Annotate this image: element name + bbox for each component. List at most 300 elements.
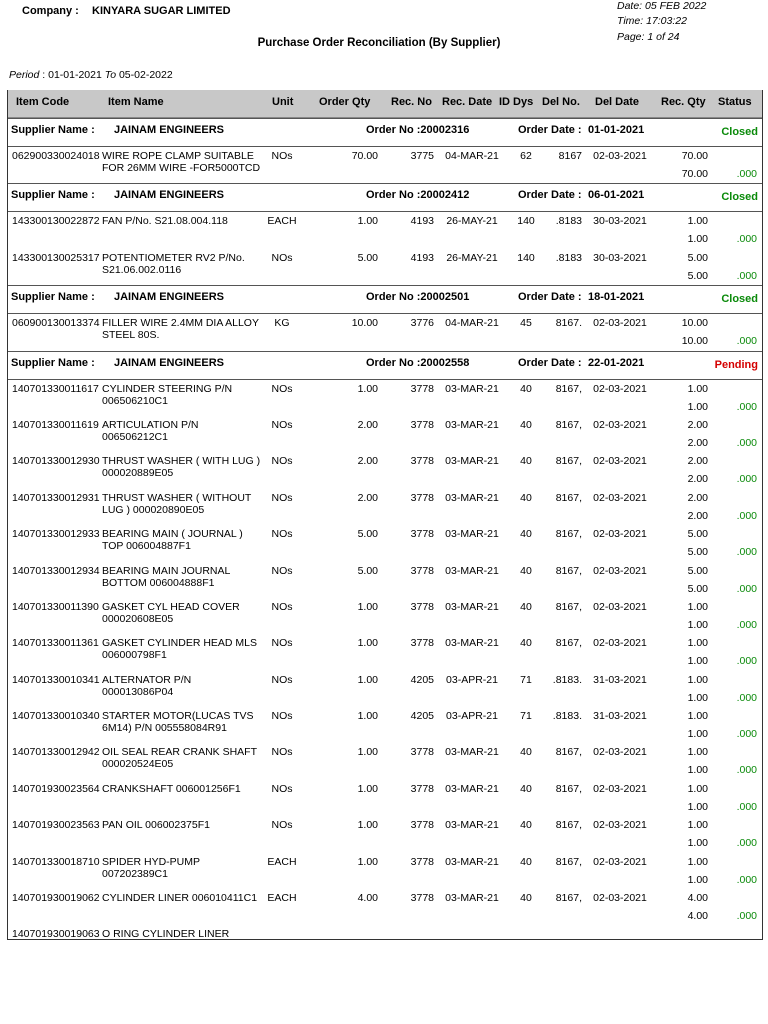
item-name: CRANKSHAFT 006001256F1 — [102, 782, 241, 795]
del-date: 02-03-2021 — [593, 491, 647, 504]
id-days: 40 — [520, 418, 532, 431]
order-qty: 10.00 — [351, 317, 378, 330]
item-name: WIRE ROPE CLAMP SUITABLE FOR 26MM WIRE -FOR5000TCD — [102, 150, 261, 174]
rec-date: 26-MAY-21 — [446, 251, 498, 264]
table-row — [8, 147, 762, 183]
supplier-order-header — [8, 285, 762, 314]
rec-date: 03-APR-21 — [446, 710, 498, 723]
del-no: 8167, — [555, 892, 582, 905]
item-code: 140701330012933 — [12, 528, 100, 541]
rec-qty: 1.00 — [687, 637, 708, 650]
item-name: CYLINDER STEERING P/N 006506210C1 — [102, 382, 233, 407]
unit: NOs — [271, 710, 293, 723]
rec-date: 03-MAR-21 — [445, 600, 499, 613]
order-qty: 5.00 — [357, 251, 378, 264]
unit: NOs — [271, 382, 293, 395]
del-no: 8167. — [555, 317, 582, 330]
unit: NOs — [271, 491, 293, 504]
item-name: O RING CYLINDER LINER — [102, 928, 230, 941]
del-no: 8167, — [555, 637, 582, 650]
table-row — [8, 853, 762, 889]
order-qty: 1.00 — [357, 855, 378, 868]
rec-qty: 10.00 — [681, 317, 708, 330]
total-rec-qty: 5.00 — [687, 546, 708, 559]
rec-qty: 1.00 — [687, 855, 708, 868]
item-code: 143300130025317 — [12, 251, 100, 264]
rec-date: 03-MAR-21 — [445, 382, 499, 395]
table-row — [8, 780, 762, 816]
col-rec-date: Rec. Date — [442, 96, 493, 108]
supplier-order-header — [8, 351, 762, 380]
total-rec-qty: 1.00 — [687, 800, 708, 813]
order-status-badge: Closed — [721, 126, 758, 138]
col-del-no: Del No. — [542, 96, 580, 108]
col-order-qty: Order Qty — [319, 96, 371, 108]
supplier-order-header — [8, 118, 762, 147]
total-rec-qty: 1.00 — [687, 618, 708, 631]
table-row — [8, 562, 762, 598]
table-row — [8, 889, 762, 925]
company-name: KINYARA SUGAR LIMITED — [92, 5, 231, 17]
total-rec-qty: 2.00 — [687, 436, 708, 449]
rec-qty: 1.00 — [687, 782, 708, 795]
table-row — [8, 707, 762, 743]
order-date-label: Order Date : — [518, 124, 582, 136]
order-qty: 4.00 — [357, 892, 378, 905]
order-status-badge: Closed — [721, 293, 758, 306]
item-code: 143300130022872 — [12, 215, 100, 228]
del-date: 02-03-2021 — [593, 418, 647, 431]
order-status-badge: Pending — [714, 358, 758, 371]
del-no: .8183. — [552, 673, 582, 686]
balance-qty: .000 — [736, 546, 757, 559]
balance-qty: .000 — [736, 764, 757, 777]
item-code: 140701330011361 — [12, 637, 99, 650]
id-days: 40 — [520, 455, 532, 468]
unit: KG — [274, 317, 290, 330]
item-code: 140701930019062 — [12, 892, 100, 905]
rec-no: 3778 — [410, 855, 434, 868]
col-rec-qty: Rec. Qty — [661, 96, 706, 108]
unit: NOs — [271, 782, 293, 795]
rec-qty: 1.00 — [687, 215, 708, 228]
id-days: 45 — [520, 317, 532, 330]
rec-no: 4205 — [410, 710, 434, 723]
table-row — [8, 212, 762, 248]
item-name: FAN P/No. S21.08.004.118 — [102, 215, 228, 228]
table-row — [8, 743, 762, 779]
item-name: POTENTIOMETER RV2 P/No. S21.06.002.0116 — [102, 251, 245, 276]
supplier-name: JAINAM ENGINEERS — [114, 189, 225, 202]
del-no: 8167, — [555, 782, 582, 795]
item-name: FILLER WIRE 2.4MM DIA ALLOY STEEL 80S. — [102, 317, 259, 342]
rec-no: 4193 — [410, 215, 434, 228]
period-range — [9, 69, 173, 81]
id-days: 40 — [520, 819, 532, 832]
del-date: 31-03-2021 — [593, 673, 647, 686]
del-date: 02-03-2021 — [593, 819, 647, 832]
del-no: 8167, — [555, 600, 582, 613]
item-name: BEARING MAIN JOURNAL BOTTOM 006004888F1 — [102, 564, 230, 589]
col-id-dys: ID Dys — [499, 96, 534, 108]
del-date: 02-03-2021 — [593, 855, 647, 868]
unit: NOs — [271, 418, 293, 431]
rec-date: 03-MAR-21 — [445, 746, 499, 759]
table-row — [8, 249, 762, 285]
del-no: .8183 — [555, 215, 582, 228]
supplier-label: Supplier Name : — [11, 124, 95, 136]
item-code: 140701330011617 — [12, 382, 99, 395]
rec-no: 3778 — [410, 564, 434, 577]
id-days: 40 — [520, 746, 532, 759]
item-code: 140701930023564 — [12, 782, 100, 795]
order-qty: 2.00 — [357, 418, 378, 431]
id-days: 71 — [520, 710, 532, 723]
del-date: 30-03-2021 — [593, 251, 647, 264]
supplier-name: JAINAM ENGINEERS — [114, 356, 225, 369]
rec-date: 03-MAR-21 — [445, 564, 499, 577]
balance-qty: .000 — [736, 335, 757, 348]
col-del-date: Del Date — [595, 96, 640, 108]
total-rec-qty: 1.00 — [687, 655, 708, 668]
id-days: 40 — [520, 491, 532, 504]
order-qty: 1.00 — [357, 215, 378, 228]
order-number: Order No :20002316 — [366, 124, 470, 136]
item-code: 060900130013374 — [12, 317, 100, 330]
table-row — [8, 416, 762, 452]
period-from: : 01-01-2021 — [42, 69, 102, 81]
id-days: 40 — [520, 637, 532, 650]
report-title: Purchase Order Reconciliation (By Supplier) — [257, 37, 501, 49]
item-code: 140701330018710 — [12, 855, 100, 868]
order-number: Order No :20002412 — [366, 189, 470, 202]
id-days: 40 — [520, 600, 532, 613]
supplier-label: Supplier Name : — [11, 356, 95, 369]
balance-qty: .000 — [736, 800, 757, 813]
item-code: 140701330010340 — [12, 710, 100, 723]
order-qty: 5.00 — [357, 528, 378, 541]
total-rec-qty: 5.00 — [687, 269, 708, 282]
total-rec-qty: 2.00 — [687, 473, 708, 486]
id-days: 140 — [517, 215, 535, 228]
rec-date: 03-MAR-21 — [445, 637, 499, 650]
rec-qty: 2.00 — [687, 455, 708, 468]
unit: NOs — [271, 564, 293, 577]
total-rec-qty: 4.00 — [687, 910, 708, 923]
total-rec-qty: 10.00 — [681, 335, 708, 348]
unit: NOs — [271, 455, 293, 468]
order-date-label: Order Date : — [518, 189, 582, 202]
unit: NOs — [271, 251, 293, 264]
period-to-label: To — [104, 69, 117, 81]
del-date: 02-03-2021 — [593, 382, 647, 395]
order-date-label: Order Date : — [518, 291, 582, 304]
item-name: CYLINDER LINER 006010411C1 — [102, 892, 258, 905]
del-no: 8167, — [555, 418, 582, 431]
unit: EACH — [267, 215, 297, 228]
order-date-label: Order Date : — [518, 356, 582, 369]
unit: NOs — [271, 150, 293, 162]
item-name: PAN OIL 006002375F1 — [102, 819, 210, 832]
del-date: 02-03-2021 — [593, 528, 647, 541]
del-date: 30-03-2021 — [593, 215, 647, 228]
balance-qty: .000 — [736, 233, 757, 246]
del-no: 8167, — [555, 564, 582, 577]
balance-qty: .000 — [736, 400, 757, 413]
item-code: 140701330011619 — [12, 418, 99, 431]
rec-no: 3776 — [410, 317, 434, 330]
order-status-badge: Closed — [721, 191, 758, 204]
order-qty: 2.00 — [357, 491, 378, 504]
supplier-name: JAINAM ENGINEERS — [114, 124, 225, 136]
rec-qty: 1.00 — [687, 710, 708, 723]
del-date: 02-03-2021 — [593, 892, 647, 905]
rec-date: 03-MAR-21 — [445, 418, 499, 431]
rec-date: 26-MAY-21 — [446, 215, 498, 228]
item-name: GASKET CYL HEAD COVER 000020608E05 — [102, 600, 240, 625]
total-rec-qty: 1.00 — [687, 728, 708, 741]
rec-no: 3775 — [410, 150, 434, 162]
balance-qty: .000 — [736, 582, 757, 595]
del-date: 02-03-2021 — [593, 637, 647, 650]
rec-qty: 2.00 — [687, 418, 708, 431]
total-rec-qty: 2.00 — [687, 509, 708, 522]
table-row — [8, 314, 762, 350]
id-days: 40 — [520, 564, 532, 577]
order-groups — [8, 118, 762, 939]
item-code: 140701330012930 — [12, 455, 100, 468]
total-rec-qty: 1.00 — [687, 400, 708, 413]
table-row — [8, 598, 762, 634]
unit: NOs — [271, 600, 293, 613]
unit: NOs — [271, 746, 293, 759]
total-rec-qty: 1.00 — [687, 837, 708, 850]
rec-qty: 70.00 — [681, 150, 708, 162]
item-code: 140701330010341 — [12, 673, 100, 686]
col-unit: Unit — [272, 96, 294, 108]
rec-qty: 4.00 — [687, 892, 708, 905]
order-qty: 1.00 — [357, 600, 378, 613]
table-row — [8, 816, 762, 852]
order-qty: 1.00 — [357, 782, 378, 795]
col-item-code: Item Code — [16, 96, 70, 108]
item-name: GASKET CYLINDER HEAD MLS 006000798F1 — [102, 637, 258, 662]
del-date: 02-03-2021 — [593, 746, 647, 759]
balance-qty: .000 — [736, 168, 757, 180]
del-no: 8167, — [555, 746, 582, 759]
order-date: 06-01-2021 — [588, 189, 645, 202]
rec-qty: 1.00 — [687, 819, 708, 832]
total-rec-qty: 1.00 — [687, 691, 708, 704]
id-days: 40 — [520, 892, 532, 905]
item-code: 140701930023563 — [12, 819, 100, 832]
id-days: 62 — [520, 150, 532, 162]
order-qty: 1.00 — [357, 746, 378, 759]
rec-no: 3778 — [410, 491, 434, 504]
id-days: 140 — [517, 251, 535, 264]
rec-qty: 1.00 — [687, 746, 708, 759]
rec-qty: 2.00 — [687, 491, 708, 504]
rec-qty: 1.00 — [687, 600, 708, 613]
item-name: ALTERNATOR P/N 000013086P04 — [102, 673, 192, 698]
rec-qty: 1.00 — [687, 673, 708, 686]
rec-date: 03-MAR-21 — [445, 855, 499, 868]
total-rec-qty: 5.00 — [687, 582, 708, 595]
del-no: 8167, — [555, 528, 582, 541]
order-qty: 2.00 — [357, 455, 378, 468]
period-label: Period — [9, 69, 40, 81]
table-row — [8, 380, 762, 416]
unit: NOs — [271, 637, 293, 650]
report-table — [7, 90, 763, 940]
total-rec-qty: 1.00 — [687, 233, 708, 246]
rec-no: 3778 — [410, 455, 434, 468]
total-rec-qty: 70.00 — [681, 168, 708, 180]
order-number: Order No :20002558 — [366, 356, 470, 369]
balance-qty: .000 — [736, 269, 757, 282]
unit: EACH — [267, 855, 297, 868]
table-row — [8, 671, 762, 707]
rec-no: 3778 — [410, 746, 434, 759]
rec-no: 3778 — [410, 382, 434, 395]
balance-qty: .000 — [736, 728, 757, 741]
del-date: 02-03-2021 — [593, 150, 647, 162]
del-date: 02-03-2021 — [593, 564, 647, 577]
col-status: Status — [718, 96, 752, 108]
del-no: .8183 — [555, 251, 582, 264]
del-date: 02-03-2021 — [593, 600, 647, 613]
id-days: 40 — [520, 782, 532, 795]
del-no: 8167, — [555, 455, 582, 468]
total-rec-qty: 1.00 — [687, 873, 708, 886]
order-date: 22-01-2021 — [588, 356, 645, 369]
order-date: 01-01-2021 — [588, 124, 645, 136]
del-date: 02-03-2021 — [593, 782, 647, 795]
item-name: THRUST WASHER ( WITH LUG ) 000020889E05 — [102, 455, 261, 480]
rec-no: 3778 — [410, 637, 434, 650]
rec-date: 03-MAR-21 — [445, 782, 499, 795]
rec-date: 03-MAR-21 — [445, 819, 499, 832]
del-no: 8167, — [555, 855, 582, 868]
id-days: 40 — [520, 855, 532, 868]
balance-qty: .000 — [736, 910, 757, 923]
item-name: BEARING MAIN ( JOURNAL ) TOP 006004887F1 — [102, 528, 243, 553]
balance-qty: .000 — [736, 509, 757, 522]
order-number: Order No :20002501 — [366, 291, 470, 304]
rec-date: 04-MAR-21 — [445, 317, 499, 330]
rec-no: 3778 — [410, 528, 434, 541]
unit: NOs — [271, 528, 293, 541]
rec-no: 4205 — [410, 673, 434, 686]
balance-qty: .000 — [736, 655, 757, 668]
rec-date: 03-MAR-21 — [445, 528, 499, 541]
column-header-row — [8, 90, 762, 118]
rec-date: 03-MAR-21 — [445, 455, 499, 468]
id-days: 40 — [520, 528, 532, 541]
rec-date: 03-MAR-21 — [445, 491, 499, 504]
unit: NOs — [271, 819, 293, 832]
company-label: Company : — [22, 5, 79, 17]
balance-qty: .000 — [736, 873, 757, 886]
item-code: 140701330012942 — [12, 746, 100, 759]
balance-qty: .000 — [736, 691, 757, 704]
order-qty: 1.00 — [357, 710, 378, 723]
order-date: 18-01-2021 — [588, 291, 645, 304]
supplier-name: JAINAM ENGINEERS — [114, 291, 225, 304]
rec-qty: 5.00 — [687, 528, 708, 541]
rec-no: 4193 — [410, 251, 434, 264]
item-name: THRUST WASHER ( WITHOUT LUG ) 000020890E05 — [102, 491, 252, 516]
rec-qty: 5.00 — [687, 251, 708, 264]
total-rec-qty: 1.00 — [687, 764, 708, 777]
balance-qty: .000 — [736, 473, 757, 486]
id-days: 40 — [520, 382, 532, 395]
order-qty: 1.00 — [357, 637, 378, 650]
item-code: 062900330024018 — [12, 150, 100, 162]
balance-qty: .000 — [736, 837, 757, 850]
item-name: OIL SEAL REAR CRANK SHAFT 000020524E05 — [102, 746, 257, 771]
del-no: 8167, — [555, 382, 582, 395]
unit: NOs — [271, 673, 293, 686]
rec-no: 3778 — [410, 418, 434, 431]
rec-date: 03-APR-21 — [446, 673, 498, 686]
order-qty: 5.00 — [357, 564, 378, 577]
unit: EACH — [267, 892, 297, 905]
report-date: Date: 05 FEB 2022 — [617, 0, 707, 12]
order-qty: 70.00 — [351, 150, 378, 162]
item-code: 140701330012934 — [12, 564, 100, 577]
rec-date: 03-MAR-21 — [445, 892, 499, 905]
rec-qty: 5.00 — [687, 564, 708, 577]
col-item-name: Item Name — [108, 96, 164, 108]
balance-qty: .000 — [736, 618, 757, 631]
item-name: SPIDER HYD-PUMP 007202389C1 — [102, 855, 200, 880]
del-no: 8167 — [558, 150, 582, 162]
supplier-label: Supplier Name : — [11, 189, 95, 202]
item-name: STARTER MOTOR(LUCAS TVS 6M14) P/N 005558084R91 — [102, 710, 254, 735]
balance-qty: .000 — [736, 436, 757, 449]
supplier-order-header — [8, 183, 762, 212]
order-qty: 1.00 — [357, 673, 378, 686]
table-row — [8, 634, 762, 670]
del-date: 31-03-2021 — [593, 710, 647, 723]
supplier-label: Supplier Name : — [11, 291, 95, 304]
rec-date: 04-MAR-21 — [445, 150, 499, 162]
rec-qty: 1.00 — [687, 382, 708, 395]
table-row — [8, 489, 762, 525]
del-date: 02-03-2021 — [593, 317, 647, 330]
item-name: ARTICULATION P/N 006506212C1 — [102, 418, 199, 443]
item-code: 140701930019063 — [12, 928, 100, 941]
rec-no: 3778 — [410, 782, 434, 795]
page-number: Page: 1 of 24 — [617, 31, 680, 43]
table-row — [8, 525, 762, 561]
table-row — [8, 452, 762, 488]
rec-no: 3778 — [410, 600, 434, 613]
rec-no: 3778 — [410, 819, 434, 832]
item-code: 140701330012931 — [12, 491, 100, 504]
del-no: 8167, — [555, 819, 582, 832]
del-no: 8167, — [555, 491, 582, 504]
table-row — [8, 925, 762, 939]
period-to: 05-02-2022 — [118, 69, 173, 81]
id-days: 71 — [520, 673, 532, 686]
report-time: Time: 17:03:22 — [617, 15, 687, 27]
rec-no: 3778 — [410, 892, 434, 905]
item-code: 140701330011390 — [12, 600, 99, 613]
order-qty: 1.00 — [357, 819, 378, 832]
del-date: 02-03-2021 — [593, 455, 647, 468]
